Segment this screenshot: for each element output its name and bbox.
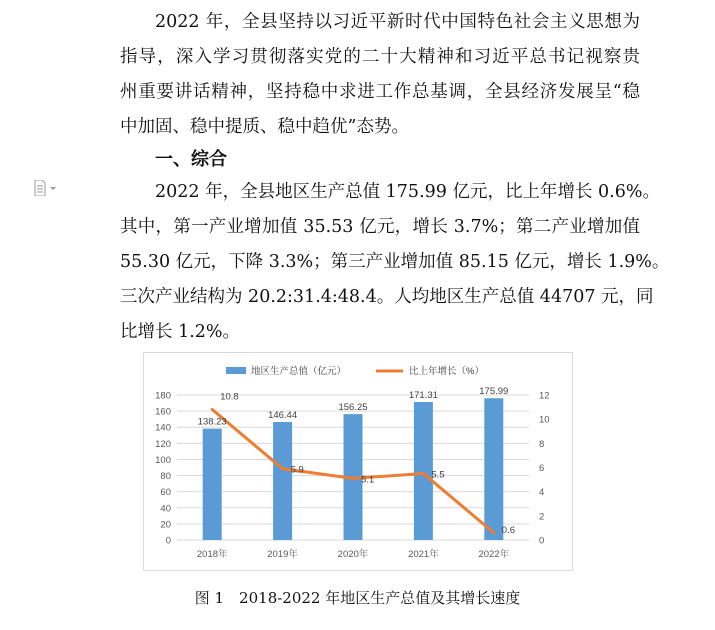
line-data-label: 0.6 xyxy=(501,524,516,536)
section-heading: 一、综合 xyxy=(155,149,227,170)
bar xyxy=(484,398,503,540)
legend-bar-swatch xyxy=(226,367,246,374)
bar xyxy=(203,429,222,540)
x-category-label: 2020年 xyxy=(337,549,369,560)
y-left-tick-label: 160 xyxy=(155,406,171,418)
line-data-label: 5.1 xyxy=(361,474,375,486)
y-right-tick-label: 12 xyxy=(539,390,550,402)
line-data-label: 10.8 xyxy=(220,391,239,403)
bar xyxy=(273,422,292,540)
y-left-tick-label: 140 xyxy=(155,422,171,434)
line-data-label: 5.5 xyxy=(431,469,445,481)
y-left-tick-label: 40 xyxy=(160,503,171,515)
section-line: 55.30 亿元，下降 3.3%；第三产业增加值 85.15 亿元，增长 1.9%。 xyxy=(120,252,670,272)
y-right-tick-label: 0 xyxy=(539,535,545,547)
section-paragraph xyxy=(120,175,670,350)
y-right-tick-label: 6 xyxy=(539,463,545,474)
x-category-label: 2022年 xyxy=(478,549,510,560)
y-left-tick-label: 180 xyxy=(155,390,171,402)
x-category-label: 2018年 xyxy=(196,549,228,560)
y-right-tick-label: 10 xyxy=(539,414,550,426)
legend-bar-label: 地区生产总值（亿元） xyxy=(251,366,347,377)
bar xyxy=(414,402,433,540)
bar-data-label: 171.31 xyxy=(408,390,438,402)
section-line: 三次产业结构为 20.2:31.4:48.4。人均地区生产总值 44707 元，同 xyxy=(120,287,654,307)
intro-line: 州重要讲话精神，坚持稳中求进工作总基调，全县经济发展呈“稳 xyxy=(120,82,640,102)
y-left-tick-label: 100 xyxy=(155,454,171,466)
y-left-tick-label: 60 xyxy=(160,487,171,499)
y-left-tick-label: 120 xyxy=(155,438,171,450)
y-right-tick-label: 8 xyxy=(539,438,545,450)
x-category-label: 2019年 xyxy=(267,549,298,560)
intro-paragraph xyxy=(120,5,640,145)
line-data-label: 5.9 xyxy=(290,464,304,476)
y-right-tick-label: 4 xyxy=(539,487,545,499)
section-line: 其中，第一产业增加值 35.53 亿元，增长 3.7%；第二产业增加值 xyxy=(120,217,640,237)
bar-data-label: 138.23 xyxy=(197,416,227,428)
document-icon[interactable] xyxy=(33,180,59,196)
bar-data-label: 146.44 xyxy=(268,410,298,422)
y-left-tick-label: 80 xyxy=(160,471,171,483)
x-category-label: 2021年 xyxy=(408,549,439,560)
legend-line-label: 比上年增长（%） xyxy=(409,366,484,377)
y-left-tick-label: 0 xyxy=(165,535,171,547)
bar-data-label: 156.25 xyxy=(338,402,368,414)
chart-canvas xyxy=(144,353,572,570)
y-right-tick-label: 2 xyxy=(539,511,545,523)
gdp-chart xyxy=(143,352,573,571)
intro-line: 2022 年，全县坚持以习近平新时代中国特色社会主义思想为 xyxy=(155,12,640,32)
section-line: 比增长 1.2%。 xyxy=(120,322,241,342)
section-line: 2022 年，全县地区生产总值 175.99 亿元，比上年增长 0.6%。 xyxy=(155,182,660,202)
intro-line: 中加固、稳中提质、稳中趋优”态势。 xyxy=(120,117,409,137)
y-left-tick-label: 20 xyxy=(160,519,171,531)
dropdown-arrow-icon xyxy=(50,187,56,190)
intro-line: 指导，深入学习贯彻落实党的二十大精神和习近平总书记视察贵 xyxy=(120,47,640,67)
figure-caption: 图 1 2018-2022 年地区生产总值及其增长速度 xyxy=(194,589,521,607)
bar-data-label: 175.99 xyxy=(479,386,509,398)
